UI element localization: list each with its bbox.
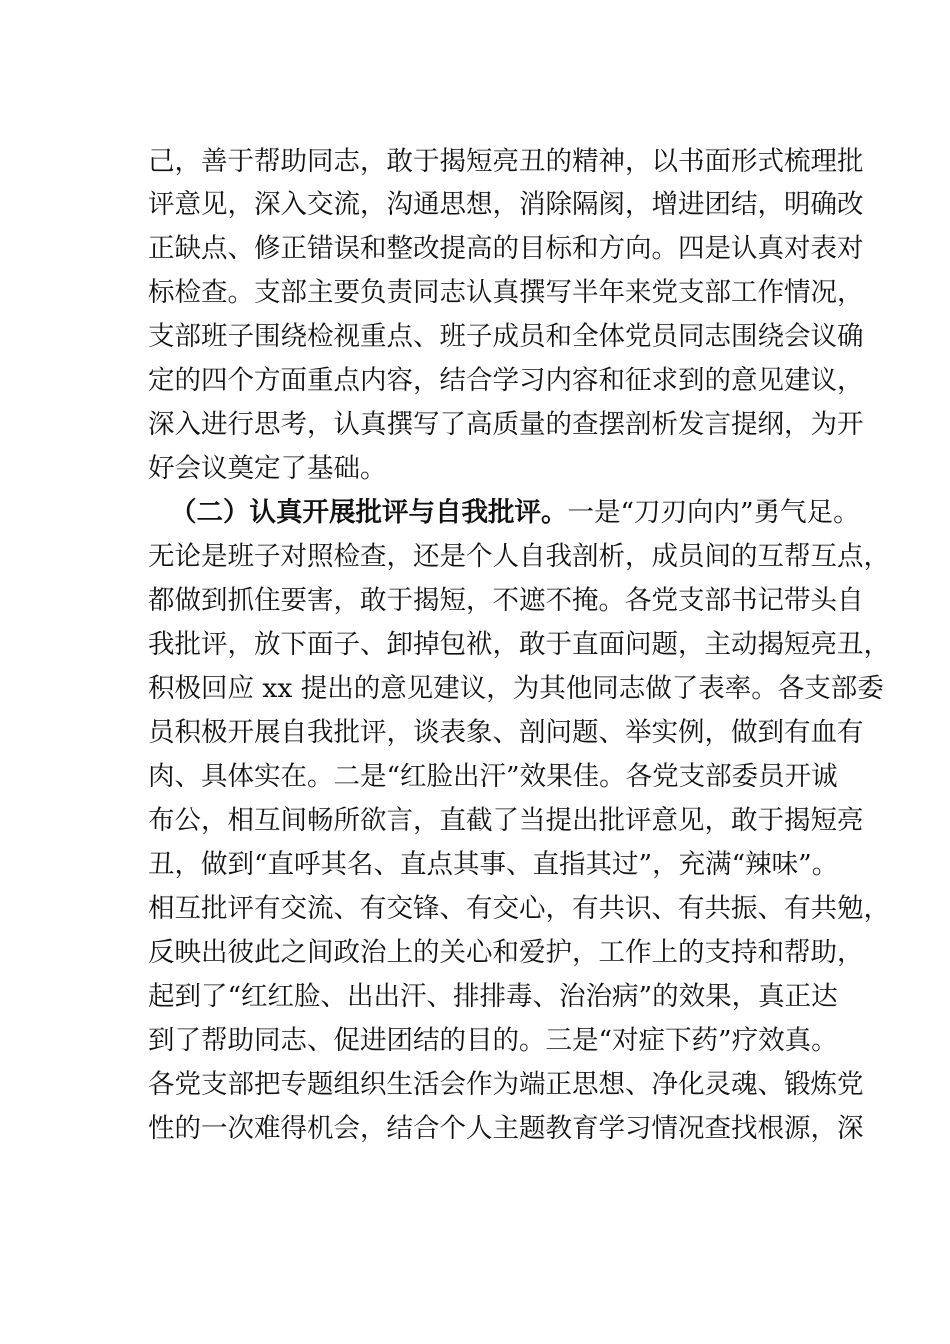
text-line: 反映出彼此之间政治上的关心和爱护，工作上的支持和帮助， — [148, 937, 864, 968]
text-line: 评意见，深入交流，沟通思想，消除隔阂，增进团结，明确改 — [148, 189, 864, 220]
text-line: 己，善于帮助同志，敢于揭短亮丑的精神，以书面形式梳理批 — [148, 146, 864, 177]
text-line: 我批评，放下面子、卸掉包袱，敢于直面问题，主动揭短亮丑， — [148, 629, 890, 660]
text-line: 丑，做到“直呼其名、直点其事、直指其过”，充满“辣味”。 — [148, 849, 839, 880]
text-line: 正缺点、修正错误和整改提高的目标和方向。四是认真对表对 — [148, 233, 864, 264]
text-line: 无论是班子对照检查，还是个人自我剖析，成员间的互帮互点， — [148, 541, 890, 572]
paragraph-2-first-line — [170, 497, 860, 528]
text-line: 布公，相互间畅所欲言，直截了当提出批评意见，敢于揭短亮 — [148, 805, 864, 836]
text-line: 都做到抓住要害，敢于揭短，不遮不掩。各党支部书记带头自 — [148, 585, 864, 616]
heading-rest-text: 一是“刀刃向内”勇气足。 — [567, 497, 860, 528]
text-line: 深入进行思考，认真撰写了高质量的查摆剖析发言提纲，为开 — [148, 409, 864, 440]
text-line: 各党支部把专题组织生活会作为端正思想、净化灵魂、锻炼党 — [148, 1069, 864, 1100]
text-line: 性的一次难得机会，结合个人主题教育学习情况查找根源，深 — [148, 1113, 864, 1144]
text-line: 起到了“红红脸、出出汗、排排毒、治治病”的效果，真正达 — [148, 981, 838, 1012]
text-line: 员积极开展自我批评，谈表象、剖问题、举实例，做到有血有 — [148, 717, 864, 748]
section-heading: （二）认真开展批评与自我批评。 — [170, 497, 568, 528]
text-line: 定的四个方面重点内容，结合学习内容和征求到的意见建议， — [148, 365, 864, 396]
text-line: 到了帮助同志、促进团结的目的。三是“对症下药”疗效真。 — [148, 1025, 838, 1056]
text-line: 好会议奠定了基础。 — [148, 453, 387, 484]
text-line: 标检查。支部主要负责同志认真撰写半年来党支部工作情况， — [148, 277, 864, 308]
text-line: 肉、具体实在。二是“红脸出汗”效果佳。各党支部委员开诚 — [148, 761, 838, 792]
text-line: 支部班子围绕检视重点、班子成员和全体党员同志围绕会议确 — [148, 321, 864, 352]
text-line: 相互批评有交流、有交锋、有交心，有共识、有共振、有共勉， — [148, 893, 890, 924]
text-line: 积极回应 xx 提出的意见建议，为其他同志做了表率。各支部委 — [148, 673, 884, 704]
